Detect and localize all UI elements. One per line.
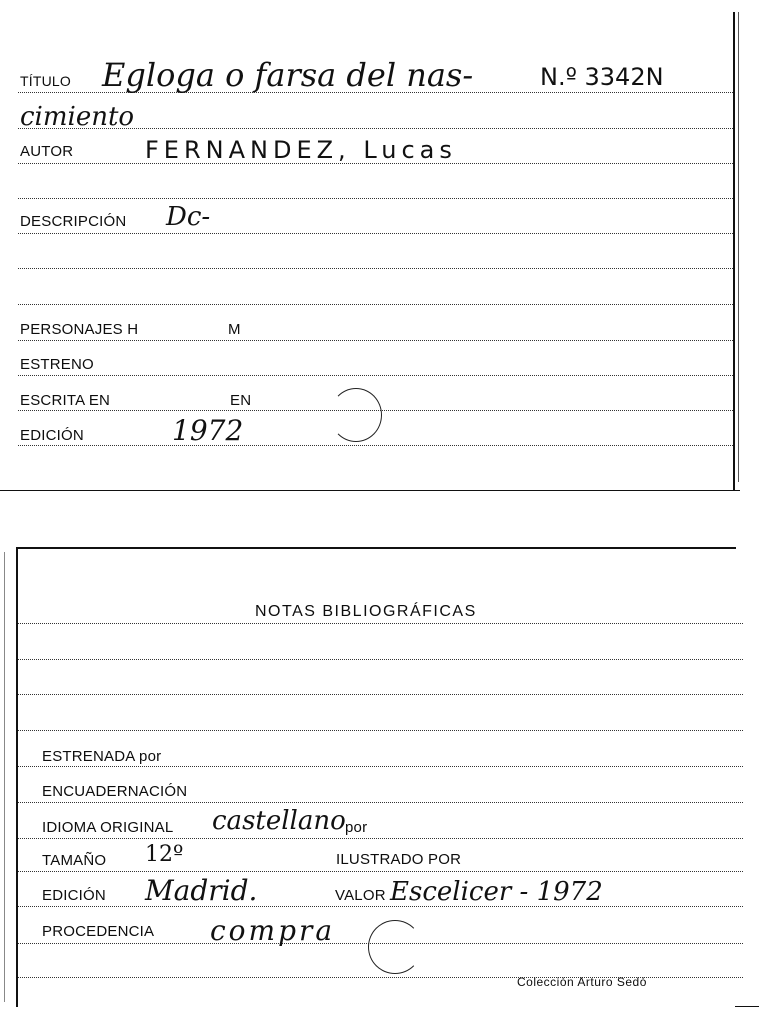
valor-value: Escelicer - 1972 xyxy=(390,877,603,907)
idioma-suffix: por xyxy=(345,819,368,836)
personajes-m-label: M xyxy=(228,321,241,338)
rule-estrenada xyxy=(18,766,743,767)
back-rule-3 xyxy=(18,694,743,695)
back-rule-2 xyxy=(18,659,743,660)
tamano-value: 12º xyxy=(145,842,184,867)
edicion-value: 1972 xyxy=(172,414,244,447)
valor-label: VALOR xyxy=(335,887,386,904)
descripcion-value: Dc- xyxy=(166,202,211,232)
notas-heading: NOTAS BIBLIOGRÁFICAS xyxy=(255,603,477,620)
autor-label: AUTOR xyxy=(20,143,74,160)
edicion-back-value: Madrid. xyxy=(145,874,258,907)
encuadernacion-label: ENCUADERNACIÓN xyxy=(42,783,188,800)
rule-tamano xyxy=(18,871,743,872)
edicion-label: EDICIÓN xyxy=(20,427,84,444)
escrita-en-label: EN xyxy=(230,392,252,409)
rule-edicion-back xyxy=(18,906,743,907)
back-rule-1 xyxy=(18,623,743,624)
tamano-label: TAMAÑO xyxy=(42,852,107,869)
titulo-value-continued: cimiento xyxy=(20,102,135,132)
rule-encuadernacion xyxy=(18,802,743,803)
back-card-bottom-right-mark xyxy=(735,1006,759,1007)
escrita-label: ESCRITA EN xyxy=(20,392,111,409)
autor-value: FERNANDEZ, Lucas xyxy=(145,136,457,164)
catalog-number: N.º 3342N xyxy=(540,63,664,91)
rule-idioma xyxy=(18,838,743,839)
punch-hole-mark-back xyxy=(368,920,422,974)
idioma-label: IDIOMA ORIGINAL xyxy=(42,819,174,836)
back-rule-4 xyxy=(18,730,743,731)
personajes-label: PERSONAJES H xyxy=(20,321,139,338)
collection-credit: Colección Arturo Sedó xyxy=(517,975,647,989)
estreno-label: ESTRENO xyxy=(20,356,94,373)
back-card-edge-mark xyxy=(4,552,5,1002)
titulo-label: TÍTULO xyxy=(20,73,71,89)
procedencia-label: PROCEDENCIA xyxy=(42,923,155,940)
titulo-value: Egloga o farsa del nas- xyxy=(102,56,474,94)
ilustrado-label: ILUSTRADO POR xyxy=(336,851,462,868)
descripcion-label: DESCRIPCIÓN xyxy=(20,213,127,230)
edicion-back-label: EDICIÓN xyxy=(42,887,106,904)
back-card-left-border xyxy=(16,547,18,1007)
back-card-top-border xyxy=(16,547,736,549)
estrenada-label: ESTRENADA por xyxy=(42,748,162,765)
procedencia-value: compra xyxy=(210,914,336,947)
idioma-value: castellano xyxy=(212,806,346,836)
